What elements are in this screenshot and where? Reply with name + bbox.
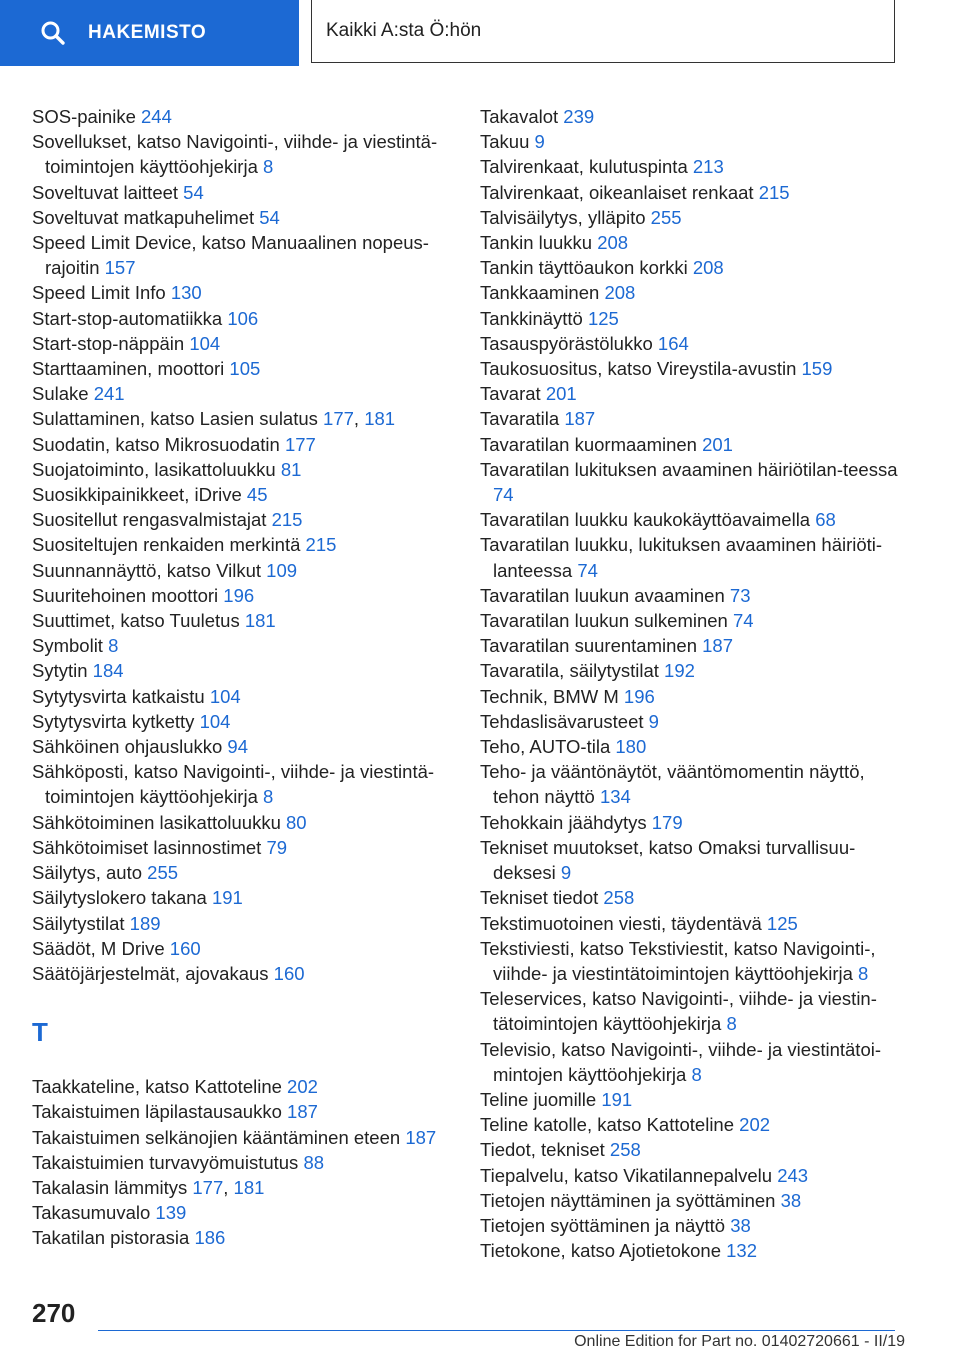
- page-reference-link[interactable]: 243: [777, 1164, 809, 1186]
- index-entry-text: Televisio, katso Navigointi-, viihde- ja viestintätoi-mintojen käyttöohjekirja: [480, 1038, 882, 1085]
- index-entry: [480, 608, 910, 633]
- index-entry-text: Tehokkain jäähdytys: [480, 811, 647, 833]
- index-entry: [32, 759, 472, 809]
- index-entry: [480, 810, 910, 835]
- page-reference-link[interactable]: 130: [170, 282, 202, 304]
- index-entry-text: Teho- ja vääntönäytöt, vääntömomentin näyttö, tehon näyttö: [480, 761, 865, 808]
- page-reference-link[interactable]: 38: [730, 1214, 751, 1236]
- index-entry-text: Säilytys, auto: [32, 862, 143, 884]
- index-entry: [480, 709, 910, 734]
- page-reference-link[interactable]: 105: [229, 358, 261, 380]
- index-entry-text: Tehdaslisävarusteet: [480, 710, 644, 732]
- index-entry: [32, 608, 472, 633]
- page-reference-link[interactable]: 8: [858, 962, 869, 984]
- page-reference-link[interactable]: 9: [648, 710, 659, 732]
- page-reference-link[interactable]: 196: [223, 584, 255, 606]
- page-reference-link[interactable]: 104: [189, 332, 221, 354]
- index-entry: [480, 306, 910, 331]
- index-entry-text: Technik, BMW M: [480, 685, 619, 707]
- page-reference-link[interactable]: 74: [732, 610, 754, 632]
- index-entry-text: Takalasin lämmitys: [32, 1176, 188, 1198]
- index-entry-text: Tavaratilan suurentaminen: [480, 635, 697, 657]
- index-entry: [480, 1163, 910, 1188]
- page-reference-link[interactable]: 80: [286, 811, 307, 833]
- page-reference-link[interactable]: 79: [266, 836, 288, 858]
- page-reference-link[interactable]: 134: [599, 786, 631, 808]
- page-reference-link[interactable]: 258: [609, 1139, 641, 1161]
- page-reference-link[interactable]: 54: [259, 206, 280, 228]
- page-reference-link[interactable]: 186: [194, 1227, 226, 1249]
- page-reference-link[interactable]: 106: [227, 307, 259, 329]
- page-reference-link[interactable]: 94: [227, 736, 248, 758]
- index-entry-text: Sulake: [32, 383, 89, 405]
- page-reference-link[interactable]: 208: [604, 282, 636, 304]
- index-entry-text: Taukosuositus, katso Vireystila-avustin: [480, 358, 797, 380]
- index-entry-text: Takaistuimen selkänojien kääntäminen eteen: [32, 1126, 401, 1148]
- index-entry: [32, 205, 472, 230]
- index-entry: [480, 532, 910, 582]
- index-entry: Sulattaminen, katso Lasien sulatus 177, 181: [32, 408, 396, 430]
- index-list-t: [32, 1074, 472, 1250]
- index-entry-text: Tankkinäyttö: [480, 307, 583, 329]
- index-entry: [480, 759, 910, 809]
- index-entry-text: Tavarat: [480, 383, 541, 405]
- index-entry-text: Säilytyslokero takana: [32, 887, 207, 909]
- index-entry: [480, 936, 910, 986]
- index-column-right: [480, 104, 910, 1263]
- index-entry-text: Speed Limit Device, katso Manuaalinen nopeus-rajoitin: [32, 232, 429, 279]
- page-reference-link[interactable]: 191: [211, 887, 243, 909]
- index-entry: [32, 381, 472, 406]
- page-reference-link[interactable]: 241: [93, 383, 125, 405]
- index-entry: [32, 911, 472, 936]
- index-entry: [32, 961, 472, 986]
- section-letter: T: [32, 1017, 48, 1048]
- index-entry-text: Takuu: [480, 131, 530, 153]
- index-entry: [480, 1037, 910, 1087]
- index-entry-text: Tavaratila, säilytystilat: [480, 660, 659, 682]
- index-entry-text: Sähkötoimiset lasinnostimet: [32, 836, 262, 858]
- index-entry-text: Talvirenkaat, oikeanlaiset renkaat: [480, 181, 754, 203]
- index-entry-text: Teline juomille: [480, 1088, 597, 1110]
- page-reference-link[interactable]: 215: [271, 509, 303, 531]
- index-entry-text: Tavaratila: [480, 408, 560, 430]
- index-entry-text: Suositeltujen renkaiden merkintä: [32, 534, 301, 556]
- index-entry-text: Säilytystilat: [32, 912, 125, 934]
- index-entry: [480, 885, 910, 910]
- index-entry-text: Tietojen näyttäminen ja syöttäminen: [480, 1189, 776, 1211]
- index-entry-text: Start-stop-näppäin: [32, 332, 185, 354]
- index-entry: [32, 936, 472, 961]
- index-entry: [32, 482, 472, 507]
- index-entry: [32, 331, 472, 356]
- page-reference-link[interactable]: 196: [623, 685, 655, 707]
- index-entry: [480, 154, 910, 179]
- index-entry-text: Sytytin: [32, 660, 88, 682]
- page-reference-link[interactable]: 74: [577, 559, 598, 581]
- page-reference-link[interactable]: 109: [266, 559, 298, 581]
- page-reference-link[interactable]: 181: [244, 610, 276, 632]
- page-number: 270: [32, 1298, 76, 1328]
- page-reference-link[interactable]: 202: [287, 1076, 318, 1098]
- page-reference-link[interactable]: 177: [192, 1176, 224, 1198]
- page-reference-link[interactable]: 239: [563, 106, 595, 127]
- index-entry: [480, 457, 910, 507]
- page-reference-link[interactable]: 208: [692, 257, 724, 279]
- page-reference-link[interactable]: 180: [615, 736, 647, 758]
- index-entry-text: Suositellut rengasvalmistajat: [32, 509, 267, 531]
- index-entry: Takalasin lämmitys 177, 181: [32, 1176, 265, 1198]
- page-reference-link[interactable]: 215: [758, 181, 790, 203]
- index-list-t-continued: [480, 104, 910, 1263]
- page-reference-link[interactable]: 187: [564, 408, 596, 430]
- page-reference-link[interactable]: 8: [263, 156, 274, 178]
- page-reference-link[interactable]: 157: [104, 257, 136, 279]
- index-entry: [480, 633, 910, 658]
- index-entry: [32, 230, 472, 280]
- index-entry: [480, 280, 910, 305]
- page-reference-link[interactable]: 181: [233, 1176, 265, 1198]
- index-entry: [32, 860, 472, 885]
- index-entry-text: Teho, AUTO-tila: [480, 736, 611, 758]
- index-entry: [480, 406, 910, 431]
- page-reference-link[interactable]: 202: [739, 1114, 771, 1136]
- index-entry-text: Tavaratilan luukku kaukokäyttöavaimella: [480, 509, 811, 531]
- page-reference-link[interactable]: 8: [726, 1013, 737, 1035]
- index-entry: [480, 255, 910, 280]
- page-reference-link[interactable]: 213: [692, 156, 724, 178]
- index-entry: [32, 457, 472, 482]
- index-entry: [480, 331, 910, 356]
- index-entry-text: Starttaaminen, moottori: [32, 358, 225, 380]
- index-entry: [480, 1112, 910, 1137]
- index-entry-text: Sulattaminen, katso Lasien sulatus: [32, 408, 318, 430]
- index-entry-text: Takaistuimen läpilastausaukko: [32, 1101, 282, 1123]
- page-reference-link[interactable]: 139: [155, 1202, 187, 1224]
- index-entry-text: Tavaratilan luukku, lukituksen avaaminen häiriöti-lanteessa: [480, 534, 883, 581]
- page-reference-link[interactable]: 159: [801, 358, 833, 380]
- index-column-left: [32, 104, 472, 1251]
- index-entry-text: Sähköinen ohjauslukko: [32, 736, 223, 758]
- index-entry: [480, 658, 910, 683]
- index-entry: [480, 583, 910, 608]
- index-entry: [480, 104, 910, 129]
- index-list-s: [32, 104, 472, 986]
- page-reference-link[interactable]: 9: [560, 862, 572, 884]
- index-entry: [32, 558, 472, 583]
- page-reference-link[interactable]: 187: [702, 635, 734, 657]
- index-entry: [32, 306, 472, 331]
- index-entry-text: Tiepalvelu, katso Vikatilannepalvelu: [480, 1164, 773, 1186]
- page-reference-link[interactable]: 177: [284, 433, 316, 455]
- index-entry-text: Takatilan pistorasia: [32, 1227, 190, 1249]
- page-reference-link[interactable]: 104: [209, 685, 241, 707]
- page-reference-link[interactable]: 81: [280, 458, 302, 480]
- page-reference-link[interactable]: 187: [287, 1101, 318, 1123]
- index-entry-text: Suosikkipainikkeet, iDrive: [32, 484, 242, 506]
- index-entry-text: Tasauspyörästölukko: [480, 332, 653, 354]
- index-tab-button[interactable]: [0, 0, 299, 66]
- index-entry-text: Takavalot: [480, 106, 559, 127]
- index-entry: [480, 230, 910, 255]
- page-reference-link[interactable]: 189: [129, 912, 161, 934]
- page-reference-link[interactable]: 244: [141, 106, 172, 127]
- index-entry: [32, 532, 472, 557]
- index-entry-text: Tiedot, tekniset: [480, 1139, 605, 1161]
- index-entry: [32, 885, 472, 910]
- page-reference-link[interactable]: 179: [651, 811, 683, 833]
- page-reference-link[interactable]: 191: [601, 1088, 633, 1110]
- index-entry: [480, 986, 910, 1036]
- index-entry-text: Soveltuvat matkapuhelimet: [32, 206, 255, 228]
- index-entry-text: Tankkaaminen: [480, 282, 600, 304]
- index-entry-text: Teline katolle, katso Kattoteline: [480, 1114, 735, 1136]
- index-entry-text: Sähkötoiminen lasikattoluukku: [32, 811, 281, 833]
- index-entry: [32, 1150, 472, 1175]
- page-reference-link[interactable]: 215: [305, 534, 337, 556]
- header: [0, 0, 960, 66]
- index-entry-text: Sytytysvirta kytketty: [32, 710, 195, 732]
- page-reference-link[interactable]: 88: [303, 1151, 325, 1173]
- index-entry: [32, 734, 472, 759]
- index-entry-text: SOS-painike: [32, 106, 136, 127]
- index-entry-text: Tekstimuotoinen viesti, täydentävä: [480, 912, 762, 934]
- page-reference-link[interactable]: 74: [493, 484, 514, 506]
- index-entry: [480, 129, 910, 154]
- page-reference-link[interactable]: 104: [199, 710, 231, 732]
- section-title-box: [311, 0, 895, 63]
- index-entry-text: Tavaratilan luukun avaaminen: [480, 584, 725, 606]
- index-entry-text: Tavaratilan luukun sulkeminen: [480, 610, 728, 632]
- index-entry-text: Taakkateline, katso Kattoteline: [32, 1076, 282, 1098]
- index-entry: [32, 1074, 472, 1099]
- index-entry: [480, 684, 910, 709]
- index-entry: [32, 1225, 472, 1250]
- index-tab-label: HAKEMISTO: [88, 22, 207, 43]
- index-entry-text: Suuritehoinen moottori: [32, 584, 219, 606]
- footer-divider: [98, 1330, 895, 1331]
- section-title: Kaikki A:sta Ö:hön: [326, 20, 482, 41]
- index-entry-text: Talvisäilytys, ylläpito: [480, 206, 646, 228]
- page-reference-link[interactable]: 255: [650, 206, 682, 228]
- page-reference-link[interactable]: 192: [664, 660, 695, 682]
- page-reference-link[interactable]: 8: [263, 786, 274, 808]
- index-entry: [480, 1213, 910, 1238]
- index-entry-text: Takasumuvalo: [32, 1202, 151, 1224]
- index-entry: [480, 507, 910, 532]
- index-entry: [32, 658, 472, 683]
- index-entry: [32, 507, 472, 532]
- page-reference-link[interactable]: 208: [597, 232, 629, 254]
- index-entry-text: Tekniset tiedot: [480, 887, 599, 909]
- index-entry-text: Tekniset muutokset, katso Omaksi turvallisuu-deksesi: [480, 836, 856, 884]
- index-entry-text: Säädöt, M Drive: [32, 937, 165, 959]
- index-entry: [32, 356, 472, 381]
- index-entry: [480, 1238, 910, 1263]
- index-entry: [32, 180, 472, 205]
- index-entry: [32, 684, 472, 709]
- index-entry: [32, 1200, 472, 1225]
- page-reference-link[interactable]: 258: [603, 887, 635, 909]
- edition-note: Online Edition for Part no. 01402720661 - II/19: [574, 1333, 905, 1350]
- index-entry: [480, 911, 910, 936]
- index-entry-text: Tankin täyttöaukon korkki: [480, 257, 688, 279]
- index-entry-text: Start-stop-automatiikka: [32, 307, 223, 329]
- index-entry: [480, 1137, 910, 1162]
- page-reference-link[interactable]: 125: [587, 307, 619, 329]
- index-entry: [480, 205, 910, 230]
- index-entry: [32, 432, 472, 457]
- page-reference-link[interactable]: 164: [657, 332, 689, 354]
- index-entry-text: Suunnannäyttö, katso Vilkut: [32, 559, 262, 581]
- index-entry-text: Suuttimet, katso Tuuletus: [32, 610, 240, 632]
- index-entry: [480, 432, 910, 457]
- index-entry: [480, 381, 910, 406]
- index-entry: [32, 1125, 472, 1150]
- index-entry-text: Takaistuimien turvavyömuistutus: [32, 1151, 299, 1173]
- index-entry-text: Tietojen syöttäminen ja näyttö: [480, 1214, 726, 1236]
- index-entry-text: Sähköposti, katso Navigointi-, viihde- ja viestintä-toimintojen käyttöohjekirja: [32, 761, 435, 808]
- index-entry: [480, 734, 910, 759]
- index-entry: [32, 835, 472, 860]
- page-reference-link[interactable]: 184: [92, 660, 124, 682]
- page-reference-link[interactable]: 201: [702, 433, 733, 455]
- index-entry-text: Sovellukset, katso Navigointi-, viihde- ja viestintä-toimintojen käyttöohjekirja: [32, 131, 438, 178]
- page-reference-link[interactable]: 160: [169, 937, 201, 959]
- page-reference-link[interactable]: 54: [183, 181, 204, 203]
- index-entry-text: Tietokone, katso Ajotietokone: [480, 1240, 721, 1262]
- index-entry-text: Talvirenkaat, kulutuspinta: [480, 156, 688, 178]
- index-entry-text: Suojatoiminto, lasikattoluukku: [32, 458, 276, 480]
- index-entry: [32, 129, 472, 179]
- index-entry-text: Tavaratilan lukituksen avaaminen häiriötilan-teessa: [480, 458, 898, 480]
- page-reference-link[interactable]: 160: [273, 962, 305, 984]
- index-entry-text: Suodatin, katso Mikrosuodatin: [32, 433, 280, 455]
- index-entry-text: Symbolit: [32, 635, 103, 657]
- page-reference-link[interactable]: 181: [364, 408, 396, 430]
- index-entry: [480, 180, 910, 205]
- page-reference-link[interactable]: 38: [780, 1189, 802, 1211]
- page-reference-link[interactable]: 8: [691, 1063, 702, 1085]
- index-entry-text: Tavaratilan kuormaaminen: [480, 433, 697, 455]
- index-entry: [32, 1099, 472, 1124]
- index-entry: [32, 810, 472, 835]
- page-reference-link[interactable]: 8: [108, 635, 119, 657]
- page-reference-link[interactable]: 73: [729, 584, 751, 606]
- index-entry: [480, 356, 910, 381]
- page-reference-link[interactable]: 132: [726, 1240, 758, 1262]
- index-entry-text: Teleservices, katso Navigointi-, viihde- ja viestin-tätoimintojen käyttöohjekirja: [480, 988, 877, 1035]
- page-reference-link[interactable]: 177: [323, 408, 354, 430]
- index-entry-text: Tankin luukku: [480, 232, 593, 254]
- page-reference-link[interactable]: 125: [766, 912, 798, 934]
- index-entry: [32, 583, 472, 608]
- page-reference-link[interactable]: 68: [815, 509, 836, 531]
- index-entry: [32, 709, 472, 734]
- page-reference-link[interactable]: 201: [545, 383, 577, 405]
- index-entry: [32, 104, 472, 129]
- index-entry: [480, 1087, 910, 1112]
- index-entry-text: Tekstiviesti, katso Tekstiviestit, katso Navigointi-, viihde- ja viestintätoimintojen käyttöohjekirja: [480, 937, 876, 984]
- index-entry: [480, 1188, 910, 1213]
- index-entry-text: Speed Limit Info: [32, 282, 166, 304]
- index-entry: [480, 835, 910, 885]
- page-reference-link[interactable]: 255: [147, 862, 179, 884]
- page-reference-link[interactable]: 187: [405, 1126, 437, 1148]
- index-entry-text: Sytytysvirta katkaistu: [32, 685, 205, 707]
- page-reference-link[interactable]: 45: [246, 484, 268, 506]
- index-entry-text: Soveltuvat laitteet: [32, 181, 179, 203]
- index-entry: [32, 280, 472, 305]
- index-entry-text: Säätöjärjestelmät, ajovakaus: [32, 962, 269, 984]
- index-entry: [32, 633, 472, 658]
- page-reference-link[interactable]: 9: [534, 131, 545, 153]
- search-icon: [40, 20, 66, 46]
